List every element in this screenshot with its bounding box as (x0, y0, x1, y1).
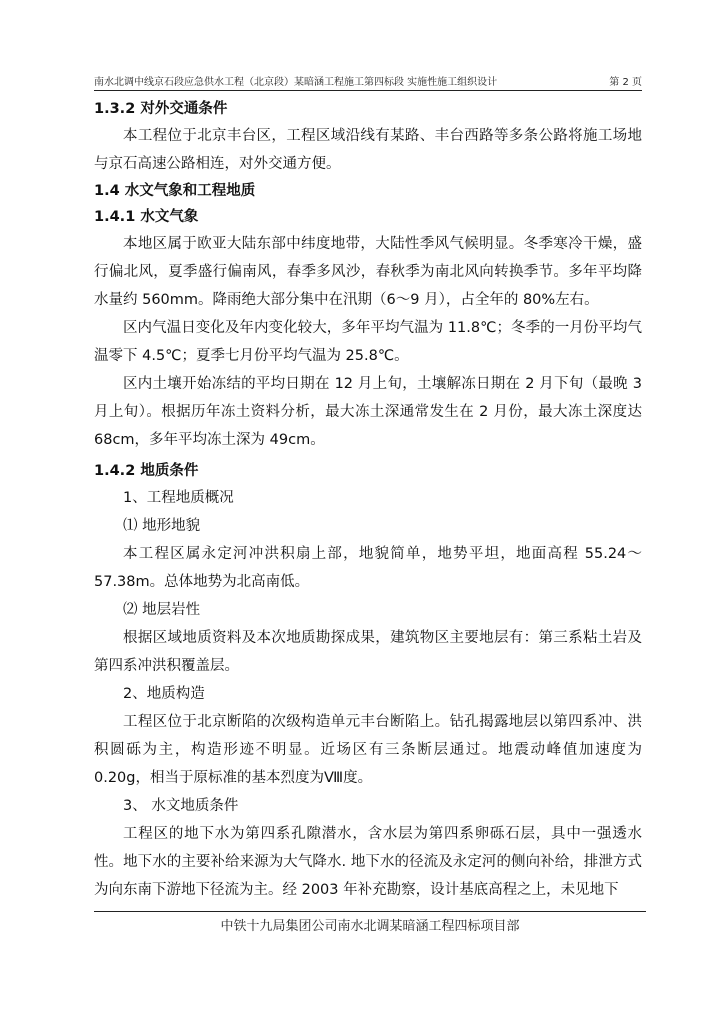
list-item-structure: 2、地质构造 (123, 686, 205, 702)
paragraph-traffic: 本工程位于北京丰台区，工程区域沿线有某路、丰台西路等多条公路将施工场地与京石高速公路相连，对外交通方便。 (94, 128, 642, 172)
paragraph-temperature: 区内气温日变化及年内变化较大，多年平均气温为 11.8℃；冬季的一月份平均气温零下 4.5℃；夏季七月份平均气温为 25.8℃。 (94, 320, 642, 364)
section-heading-1-4-1: 1.4.1 水文气象 (94, 209, 199, 225)
footer-divider (94, 911, 646, 912)
page-header (94, 76, 642, 91)
page-footer: 中铁十九局集团公司南水北调某暗涵工程四标项目部 (220, 919, 520, 934)
document-body (94, 96, 642, 904)
list-item-strata: ⑵ 地层岩性 (123, 602, 201, 618)
header-title: 南水北调中线京石段应急供水工程（北京段）某暗涵工程施工第四标段 实施性施工组织设计 (94, 77, 498, 88)
paragraph-landform: 本工程区属永定河冲洪积扇上部，地貌简单，地势平坦，地面高程 55.24～57.38m。总体地势为北高南低。 (94, 546, 642, 590)
paragraph-frost: 区内土壤开始冻结的平均日期在 12 月上旬，土壤解冻日期在 2 月下旬（最晚 3 月上旬）。根据历年冻土资料分析，最大冻土深通常发生在 2 月份，最大冻土深度达 68cm，多年平均冻土深为 49cm。 (94, 376, 642, 448)
section-heading-1-4: 1.4 水文气象和工程地质 (94, 183, 256, 199)
list-item-hydrogeology: 3、 水文地质条件 (123, 798, 239, 814)
paragraph-structure: 工程区位于北京断陷的次级构造单元丰台断陷上。钻孔揭露地层以第四系冲、洪积圆砾为主，构造形迹不明显。近场区有三条断层通过。地震动峰值加速度为 0.20g，相当于原标准的基本烈度为Ⅷ度。 (94, 714, 642, 786)
page-number: 第 2 页 (609, 77, 642, 88)
paragraph-climate: 本地区属于欧亚大陆东部中纬度地带，大陆性季风气候明显。冬季寒冷干燥，盛行偏北风，夏季盛行偏南风，春季多风沙，春秋季为南北风向转换季节。多年平均降水量约 560mm。降雨绝大部分集中在汛期（6～9 月），占全年的 80%左右。 (94, 236, 642, 308)
section-heading-1-4-2: 1.4.2 地质条件 (94, 463, 199, 479)
paragraph-hydrogeology: 工程区的地下水为第四系孔隙潜水，含水层为第四系卵砾石层，具中一强透水性。地下水的主要补给来源为大气降水. 地下水的径流及永定河的侧向补给，排泄方式为向东南下游地下径流为主。经 2003 年补充勘察，设计基底高程之上，未见地下 (94, 826, 642, 898)
list-item-geology-overview: 1、工程地质概况 (123, 490, 234, 506)
paragraph-strata: 根据区域地质资料及本次地质勘探成果，建筑物区主要地层有：第三系粘土岩及第四系冲洪积覆盖层。 (94, 630, 642, 674)
section-heading-1-3-2: 1.3.2 对外交通条件 (94, 101, 228, 117)
list-item-landform: ⑴ 地形地貌 (123, 518, 201, 534)
